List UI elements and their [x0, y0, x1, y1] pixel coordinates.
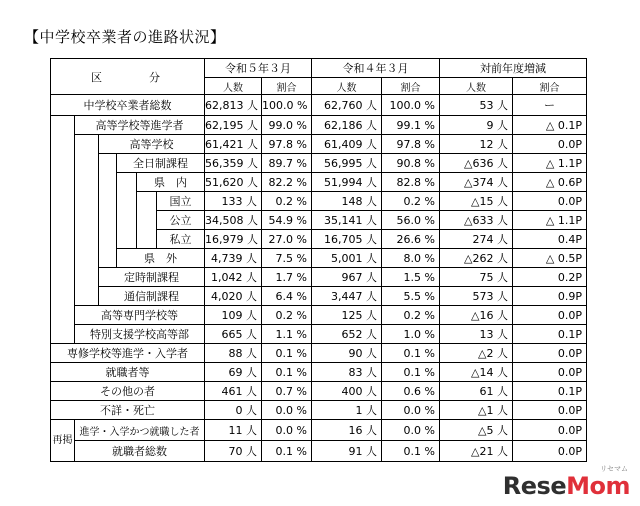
- cell: 100.0 %: [382, 95, 440, 116]
- row-label: 特別支援学校高等部: [75, 325, 205, 344]
- cell: 69 人: [205, 363, 262, 382]
- cell: 97.8 %: [382, 135, 440, 154]
- cell: 0.0P: [513, 344, 587, 363]
- cell: 0.0P: [513, 192, 587, 211]
- cell: 56.0 %: [382, 211, 440, 230]
- row-label: 高等学校等進学者: [75, 116, 205, 135]
- cell: △636 人: [440, 154, 513, 173]
- row-label: 就職者総数: [75, 441, 205, 462]
- cell: 27.0 %: [262, 230, 312, 249]
- cell: 90 人: [312, 344, 382, 363]
- cell: 148 人: [312, 192, 382, 211]
- cell: 56,359 人: [205, 154, 262, 173]
- cell: 54.9 %: [262, 211, 312, 230]
- table-row: [51, 268, 587, 287]
- cell: 133 人: [205, 192, 262, 211]
- row-label: その他の者: [51, 382, 205, 401]
- cell: △ 1.1P: [513, 154, 587, 173]
- cell: 0.1 %: [382, 441, 440, 462]
- cell: 56,995 人: [312, 154, 382, 173]
- table-row: [51, 344, 587, 363]
- table-row: [51, 249, 587, 268]
- cell: △262 人: [440, 249, 513, 268]
- cell: 967 人: [312, 268, 382, 287]
- logo-sub-text: リセマム: [600, 465, 628, 473]
- cell: 90.8 %: [382, 154, 440, 173]
- cell: 62,186 人: [312, 116, 382, 135]
- row-label: 県 外: [117, 249, 205, 268]
- row-label: 高等専門学校等: [75, 306, 205, 325]
- subheader-count: 人数: [312, 78, 382, 95]
- cell: 1.7 %: [262, 268, 312, 287]
- cell: 61 人: [440, 382, 513, 401]
- cell: 0.1 %: [262, 363, 312, 382]
- cell: △374 人: [440, 173, 513, 192]
- cell: 3,447 人: [312, 287, 382, 306]
- row-label: 通信制課程: [99, 287, 205, 306]
- cell: 0.0P: [513, 306, 587, 325]
- cell: 0.0P: [513, 401, 587, 420]
- cell: 82.2 %: [262, 173, 312, 192]
- cell: 573 人: [440, 287, 513, 306]
- row-label: 進学・入学かつ就職した者: [75, 420, 205, 441]
- row-label: 国立: [157, 192, 205, 211]
- cell: 100.0 %: [262, 95, 312, 116]
- cell: 665 人: [205, 325, 262, 344]
- cell: 0.2 %: [262, 306, 312, 325]
- cell: 0.2 %: [262, 192, 312, 211]
- cell: 35,141 人: [312, 211, 382, 230]
- cell: 53 人: [440, 95, 513, 116]
- table-row: [51, 154, 587, 173]
- row-label: 不詳・死亡: [51, 401, 205, 420]
- cell: 34,508 人: [205, 211, 262, 230]
- table-row: [51, 401, 587, 420]
- cell: 0.2P: [513, 268, 587, 287]
- table-row: [51, 325, 587, 344]
- cell: 97.8 %: [262, 135, 312, 154]
- cell: 6.4 %: [262, 287, 312, 306]
- row-label: 県 内: [137, 173, 205, 192]
- subheader-ratio: 割合: [513, 78, 587, 95]
- cell: 0.0 %: [382, 401, 440, 420]
- cell: 1,042 人: [205, 268, 262, 287]
- cell: △16 人: [440, 306, 513, 325]
- cell: 125 人: [312, 306, 382, 325]
- cell: 1 人: [312, 401, 382, 420]
- cell: 0.0 %: [382, 420, 440, 441]
- row-label: 公立: [157, 211, 205, 230]
- subheader-ratio: 割合: [382, 78, 440, 95]
- cell: 4,020 人: [205, 287, 262, 306]
- cell: 61,409 人: [312, 135, 382, 154]
- cell: 652 人: [312, 325, 382, 344]
- cell: 109 人: [205, 306, 262, 325]
- table-row: [51, 441, 587, 462]
- cell: 0.1 %: [382, 344, 440, 363]
- table-row: [51, 287, 587, 306]
- cell: 0.0 %: [262, 401, 312, 420]
- cell: 0.0P: [513, 441, 587, 462]
- cell: 16,979 人: [205, 230, 262, 249]
- cell: 7.5 %: [262, 249, 312, 268]
- row-label: 定時制課程: [99, 268, 205, 287]
- cell: 16,705 人: [312, 230, 382, 249]
- saikei-label: [51, 420, 75, 462]
- cell: 0.2 %: [382, 306, 440, 325]
- cell: 8.0 %: [382, 249, 440, 268]
- cell: 13 人: [440, 325, 513, 344]
- cell: 83 人: [312, 363, 382, 382]
- saikei-text: 再掲: [52, 435, 73, 446]
- cell: 51,620 人: [205, 173, 262, 192]
- cell: 89.7 %: [262, 154, 312, 173]
- cell: 88 人: [205, 344, 262, 363]
- row-label: 全日制課程: [117, 154, 205, 173]
- table-row: [51, 95, 587, 116]
- cell: △14 人: [440, 363, 513, 382]
- cell: 0.7 %: [262, 382, 312, 401]
- header-r5: 令和５年３月: [205, 59, 312, 78]
- header-kubun: 区 分: [51, 59, 205, 95]
- cell: 62,813 人: [205, 95, 262, 116]
- cell: 26.6 %: [382, 230, 440, 249]
- cell: 70 人: [205, 441, 262, 462]
- cell: 0.1P: [513, 325, 587, 344]
- cell: △ 0.6P: [513, 173, 587, 192]
- subheader-count: 人数: [205, 78, 262, 95]
- subheader-ratio: 割合: [262, 78, 312, 95]
- cell: ー: [513, 95, 587, 116]
- logo-main-text: Rese: [502, 472, 567, 500]
- cell: △15 人: [440, 192, 513, 211]
- cell: △5 人: [440, 420, 513, 441]
- cell: 0.9P: [513, 287, 587, 306]
- row-label: 中学校卒業者総数: [51, 95, 205, 116]
- cell: 0.0 %: [262, 420, 312, 441]
- cell: 1.1 %: [262, 325, 312, 344]
- cell: 0.0P: [513, 420, 587, 441]
- table-row: [51, 135, 587, 154]
- cell: 4,739 人: [205, 249, 262, 268]
- cell: 82.8 %: [382, 173, 440, 192]
- cell: 1.0 %: [382, 325, 440, 344]
- cell: 99.1 %: [382, 116, 440, 135]
- table-row: [51, 116, 587, 135]
- cell: 91 人: [312, 441, 382, 462]
- cell: 0.2 %: [382, 192, 440, 211]
- cell: 5.5 %: [382, 287, 440, 306]
- cell: 75 人: [440, 268, 513, 287]
- cell: 16 人: [312, 420, 382, 441]
- header-r4: 令和４年３月: [312, 59, 440, 78]
- cell: 0.1P: [513, 382, 587, 401]
- cell: △633 人: [440, 211, 513, 230]
- cell: 0 人: [205, 401, 262, 420]
- cell: 62,195 人: [205, 116, 262, 135]
- row-label: 専修学校等進学・入学者: [51, 344, 205, 363]
- cell: △ 1.1P: [513, 211, 587, 230]
- cell: 11 人: [205, 420, 262, 441]
- header-diff: 対前年度増減: [440, 59, 587, 78]
- table-row: [51, 420, 587, 441]
- row-label: 私立: [157, 230, 205, 249]
- career-path-table: [50, 58, 587, 462]
- cell: 62,760 人: [312, 95, 382, 116]
- table-row: [51, 306, 587, 325]
- row-label: 高等学校: [99, 135, 205, 154]
- cell: 0.1 %: [262, 441, 312, 462]
- cell: 51,994 人: [312, 173, 382, 192]
- cell: 0.1 %: [262, 344, 312, 363]
- cell: 0.6 %: [382, 382, 440, 401]
- cell: △ 0.5P: [513, 249, 587, 268]
- cell: 5,001 人: [312, 249, 382, 268]
- page-title: 【中学校卒業者の進路状況】: [24, 28, 226, 46]
- cell: 0.4P: [513, 230, 587, 249]
- cell: 0.1 %: [382, 363, 440, 382]
- table-row: [51, 382, 587, 401]
- resemom-logo: [502, 465, 630, 500]
- table-row: [51, 363, 587, 382]
- cell: 12 人: [440, 135, 513, 154]
- cell: 0.0P: [513, 135, 587, 154]
- cell: △1 人: [440, 401, 513, 420]
- cell: 0.0P: [513, 363, 587, 382]
- cell: △ 0.1P: [513, 116, 587, 135]
- row-label: 就職者等: [51, 363, 205, 382]
- cell: 1.5 %: [382, 268, 440, 287]
- cell: 400 人: [312, 382, 382, 401]
- subheader-count: 人数: [440, 78, 513, 95]
- cell: △21 人: [440, 441, 513, 462]
- cell: 61,421 人: [205, 135, 262, 154]
- cell: 99.0 %: [262, 116, 312, 135]
- cell: 274 人: [440, 230, 513, 249]
- cell: △2 人: [440, 344, 513, 363]
- cell: 9 人: [440, 116, 513, 135]
- logo-accent-text: Mom: [566, 472, 630, 500]
- table-row: [51, 173, 587, 192]
- cell: 461 人: [205, 382, 262, 401]
